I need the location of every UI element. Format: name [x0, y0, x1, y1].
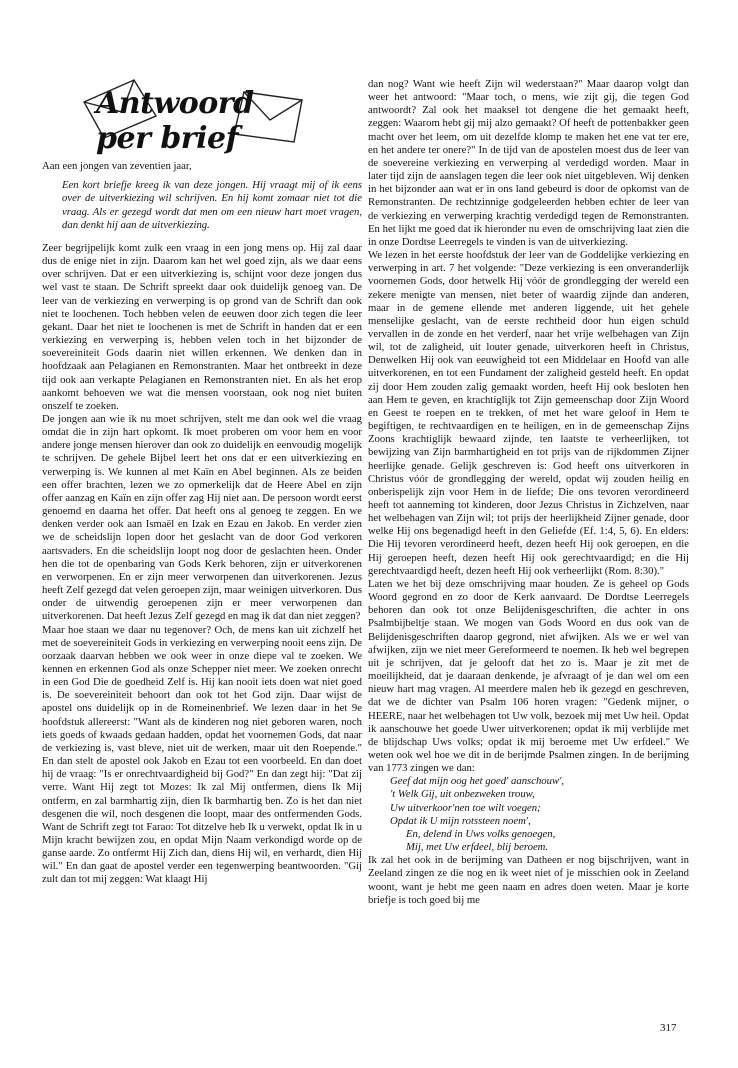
paragraph: dan nog? Want wie heeft Zijn wil wederstaan?" Maar daarop volgt dan weer het antwoord: "Maar toch, o mens, wie zijt gij, die tegen God antwoordt? Zal ook het maaksel tot dengene die het gemaakt heeft, zeggen: Waarom hebt gij mij alzo gemaakt? Of heeft de pottenbakker geen macht over het leem, om uit dezelfde klomp te maken het ene vat ter ere, en het andere ter onere?" In de tijd van de apostelen moest dus de leer van de soevereine verkiezing en verwerping al verdedigd worden. Maar in later tijd zijn de aanslagen tegen die leer ook niet uitgebleven. Wij denken in het bijzonder aan wat er in ons land gebeurd is door de opkomst van de Remonstranten. De rechtzinnige godgeleerden hebben echter de leer van de verkiezing en verwerping krachtig verdedigd tegen de Remonstranten. En het lijkt me goed dat ik hieronder nu even de omschrijving laat zien die in onze Dordtse Leerregels te vinden is van de uitverkiezing. [368, 78, 689, 248]
paragraph: De jongen aan wie ik nu moet schrijven, stelt me dan ook wel die vraag omdat die in zijn hart opkomt. Ik moet proberen om voor hem en voor andere jonge mensen hierover dan ook zo duidelijk en eenvoudig mogelijk te schrijven. De gehele Bijbel leert het ons dat er een uitverkiezing en verwerping is. We kunnen al met Kaïn en Abel beginnen. Als ze beiden een offer brachten, lezen we zo opmerkelijk dat de Heere Abel en zijn offer aanzag en Kaïn en zijn offer zag Hij niet aan. De persoon wordt eerst genoemd en daarna het offer. Dat heeft ons al genoeg te zeggen. En we denken verder ook aan Ismaël en Izak en Ezau en Jakob. En verder zien we de scheidslijn lopen door het geslacht van de door God verkoren aartsvaders. En die scheidslijn loopt nog door de geslachten heen. Onder hen die tot de openbaring van Gods Kerk behoren, zijn er uitverkorenen en verworpenen. En er zijn meer verworpenen dan uitverkorenen. Jezus heeft Zelf gezegd dat velen geroepen zijn, maar weinigen uitverkoren. Dus onder de uitwendig geroepenen zijn er meer verworpenen dan uitverkorenen. Dat heeft Jezus Zelf gezegd en mag ik dat dan niet zeggen? [42, 413, 362, 623]
right-column [368, 78, 689, 907]
paragraph: We lezen in het eerste hoofdstuk der leer van de Goddelijke verkiezing en verwerping in art. 7 het volgende: "Deze verkiezing is een onveranderlijk voornemen Gods, door hetwelk Hij vóór de grondlegging der wereld een zekere menigte van mensen, niet beter of waardig zijnde dan anderen, maar in de gemene ellende met anderen liggende, uit het gehele menselijke geslacht, van de eerste rechtheid door hun eigen schuld vervallen in de zonde en het verderf, naar het vrije welbehagen van Zijn wil, tot de zaligheid, uit louter genade, uitverkoren heeft in Christus, Denwelken Hij ook van eeuwigheid tot een Middelaar en Hoofd van alle uitverkorenen, en tot een Fundament der zaligheid gesteld heeft. En opdat zij door Hem zouden zalig gemaakt worden, heeft Hij ook besloten hen aan Hem te geven, en krachtiglijk tot Zijn gemeenschap door Zijn Woord en Geest te roepen en te trekken, of met het ware geloof in Hem te begiftigen, te rechtvaardigen en te heiligen, en in de gemeenschap Zijns Zoons krachtiglijk bewaard zijnde, ten laatste te verheerlijken, tot bewijzing van Zijn barmhartigheid en tot prijs van de rijkdommen Zijner heerlijke genade. Gelijk geschreven is: God heeft ons uitverkoren in Christus vóór de grondlegging der wereld, opdat wij zouden heilig en onberispelijk zijn voor Hem in de liefde; Die ons tevoren verordineerd heeft tot aanneming tot kinderen, door Jezus Christus in Zichzelven, naar het welbehagen van Zijn wil; tot prijs der heerlijkheid Zijner genade, door welke Hij ons begenadigd heeft in den Geliefde (Ef. 1:4, 5, 6). En elders: Die Hij tevoren verordineerd heeft, dezen heeft Hij ook geroepen, en die Hij geroepen heeft, dezen heeft Hij ook gerechtvaardigd; en die Hij gerechtvaardigd heeft, dezen heeft Hij ook verheerlijkt (Rom. 8:30)." [368, 249, 689, 577]
verse-line: Geef dat mijn oog het goed' aanschouw', [390, 775, 565, 788]
verse-line: Mij, met Uw erfdeel, blij beroem. [406, 841, 549, 854]
verse-line: 't Welk Gij, uit onbezweken trouw, [390, 788, 535, 801]
intro-paragraph: Een kort briefje kreeg ik van deze jongen. Hij vraagt mij of ik eens over de uitverkiezing wil schrijven. En hij komt zomaar niet tot die vraag. Als er gezegd wordt dat men om een nieuw hart moet vragen, dan denkt hij aan de uitverkiezing. [62, 179, 362, 231]
page-number: 317 [660, 1022, 677, 1034]
verse-line: Opdat ik U mijn rotssteen noem', [390, 814, 531, 827]
paragraph: Laten we het bij deze omschrijving maar houden. Ze is geheel op Gods Woord gegrond en zo door de Kerk aanvaard. De Dordtse Leerregels behoren dan ook tot onze Belijdenisgeschriften, die achter in ons Psalmbijbeltje staan. We mogen van Gods Woord en dus ook van de Belijdenisgeschriften daarop gegrond, niet afwijken. Als we er wel van afwijken, zijn we niet meer Gereformeerd te noemen. Ik heb wel begrepen uit je schrijven, dat je gelooft dat het zo is. Maar je zit met de moeilijkheid, dat je daaraan denkende, je afvraagt of je dan wel om een nieuw hart mag vragen. Al meerdere malen heb ik gezegd en geschreven, dat we de dichter van Psalm 106 horen vragen: "Gedenk mijner, o HEERE, naar het welbehagen tot Uw volk, bezoek mij met Uw heil. Opdat ik aanschouwe het goede Uwer uitverkorenen; opdat ik mij verblijde met de blijdschap Uws volks; opdat ik mij beroeme met Uw erfdeel." We weten ook wel hoe we dit in de berijmde Psalmen zingen. In de berijming van 1773 zingen we dan: [368, 577, 689, 775]
psalm-verse [390, 775, 689, 854]
left-column [42, 160, 362, 887]
closing-paragraph: Ik zal het ook in de berijming van Datheen er nog bijschrijven, want in Zeeland zingen ze die nog en ik weet niet of je misschien ook in Zeeland woont, want je hebt me geen naam en adres doen weten. Maar je korte briefje is toch goed bij me [368, 854, 689, 906]
greeting: Aan een jongen van zeventien jaar, [42, 160, 192, 172]
verse-line: En, delend in Uws volks genoegen, [406, 827, 556, 840]
column-logo [74, 72, 314, 156]
paragraph: Zeer begrijpelijk komt zulk een vraag in een jong mens op. Hij zal daar dus de enige niet in zijn. Daarom kan het wel goed zijn, als we daar eens over schrijven. Dat er een uitverkiezing is, schijnt voor deze jongen dus wel vast te staan. De Schrift spreekt daar ook duidelijk genoeg van. De leer van de verkiezing en verwerping is op grond van de Schrift dan ook niet te loochenen. Toch hebben velen de eeuwen door zich tegen die leer gekant. Daar het niet te loochenen is met de Schrift in handen dat er een verkiezing en verwerping is, hebben velen toch in het bijzonder de soevereiniteit Gods daarin niet willen erkennen. We denken dan in hoofdzaak aan Pelagianen en Remonstranten. Maar het ontbreekt in deze tijd ook aan verkapte Pelagianen en Remonstranten niet. En als het erop aankomt behoeven we wat die mensen voorstaan, ook nog niet buiten onszelf te zoeken. [42, 241, 362, 412]
logo-text: Antwoord per brief [96, 86, 254, 156]
verse-line: Uw uitverkoor'nen toe wilt voegen; [390, 801, 541, 814]
paragraph: Maar hoe staan we daar nu tegenover? Och, de mens kan uit zichzelf het met de soevereiniteit Gods in verkiezing en verwerping nooit eens zijn. De oorzaak daarvan hebben we ook weer in onze diepe val te zoeken. We kennen en erkennen God als onze Schepper niet meer. We zoeken onrecht in een God Die de goedheid Zelf is. Hij kan nooit iets doen wat niet goed is. De soevereiniteit behoort dan ook tot het God zijn. Daar wijst de apostel ons duidelijk op in de Romeinenbrief. We lezen daar in het 9e hoofdstuk allereerst: "Want als de kinderen nog niet geboren waren, noch iets goeds of kwaads gedaan hadden, opdat het voornemen Gods, dat naar de verkiezing is, vast bleve, niet uit de werken, maar uit den Roepende." En dan stelt de apostel ook Jakob en Ezau tot een voorbeeld. En dan doet hij de vraag: "Is er onrechtvaardigheid bij God?" En dan zegt hij: "Dat zij verre. Want Hij zegt tot Mozes: Ik zal Mij ontfermen, diens Ik Mij ontferm, en zal barmhartig zijn, dien Ik barmhartig ben. Zo is het dan niet desgenen die wil, noch desgenen die loopt, maar des ontfermenden Gods. Want de Schrift zegt tot Farao: Tot ditzelve heb Ik u verwekt, opdat Ik in u Mijn kracht bewijzen zou, en opdat Mijn Naam verkondigd worde op de ganse aarde. Zo ontfermt Hij Zich dan, diens Hij wil, en verhardt, dien Hij wil." En dan gaat de apostel verder een tegenwerping beantwoorden. "Gij zult dan tot mij zeggen: Wat klaagt Hij [42, 623, 362, 886]
